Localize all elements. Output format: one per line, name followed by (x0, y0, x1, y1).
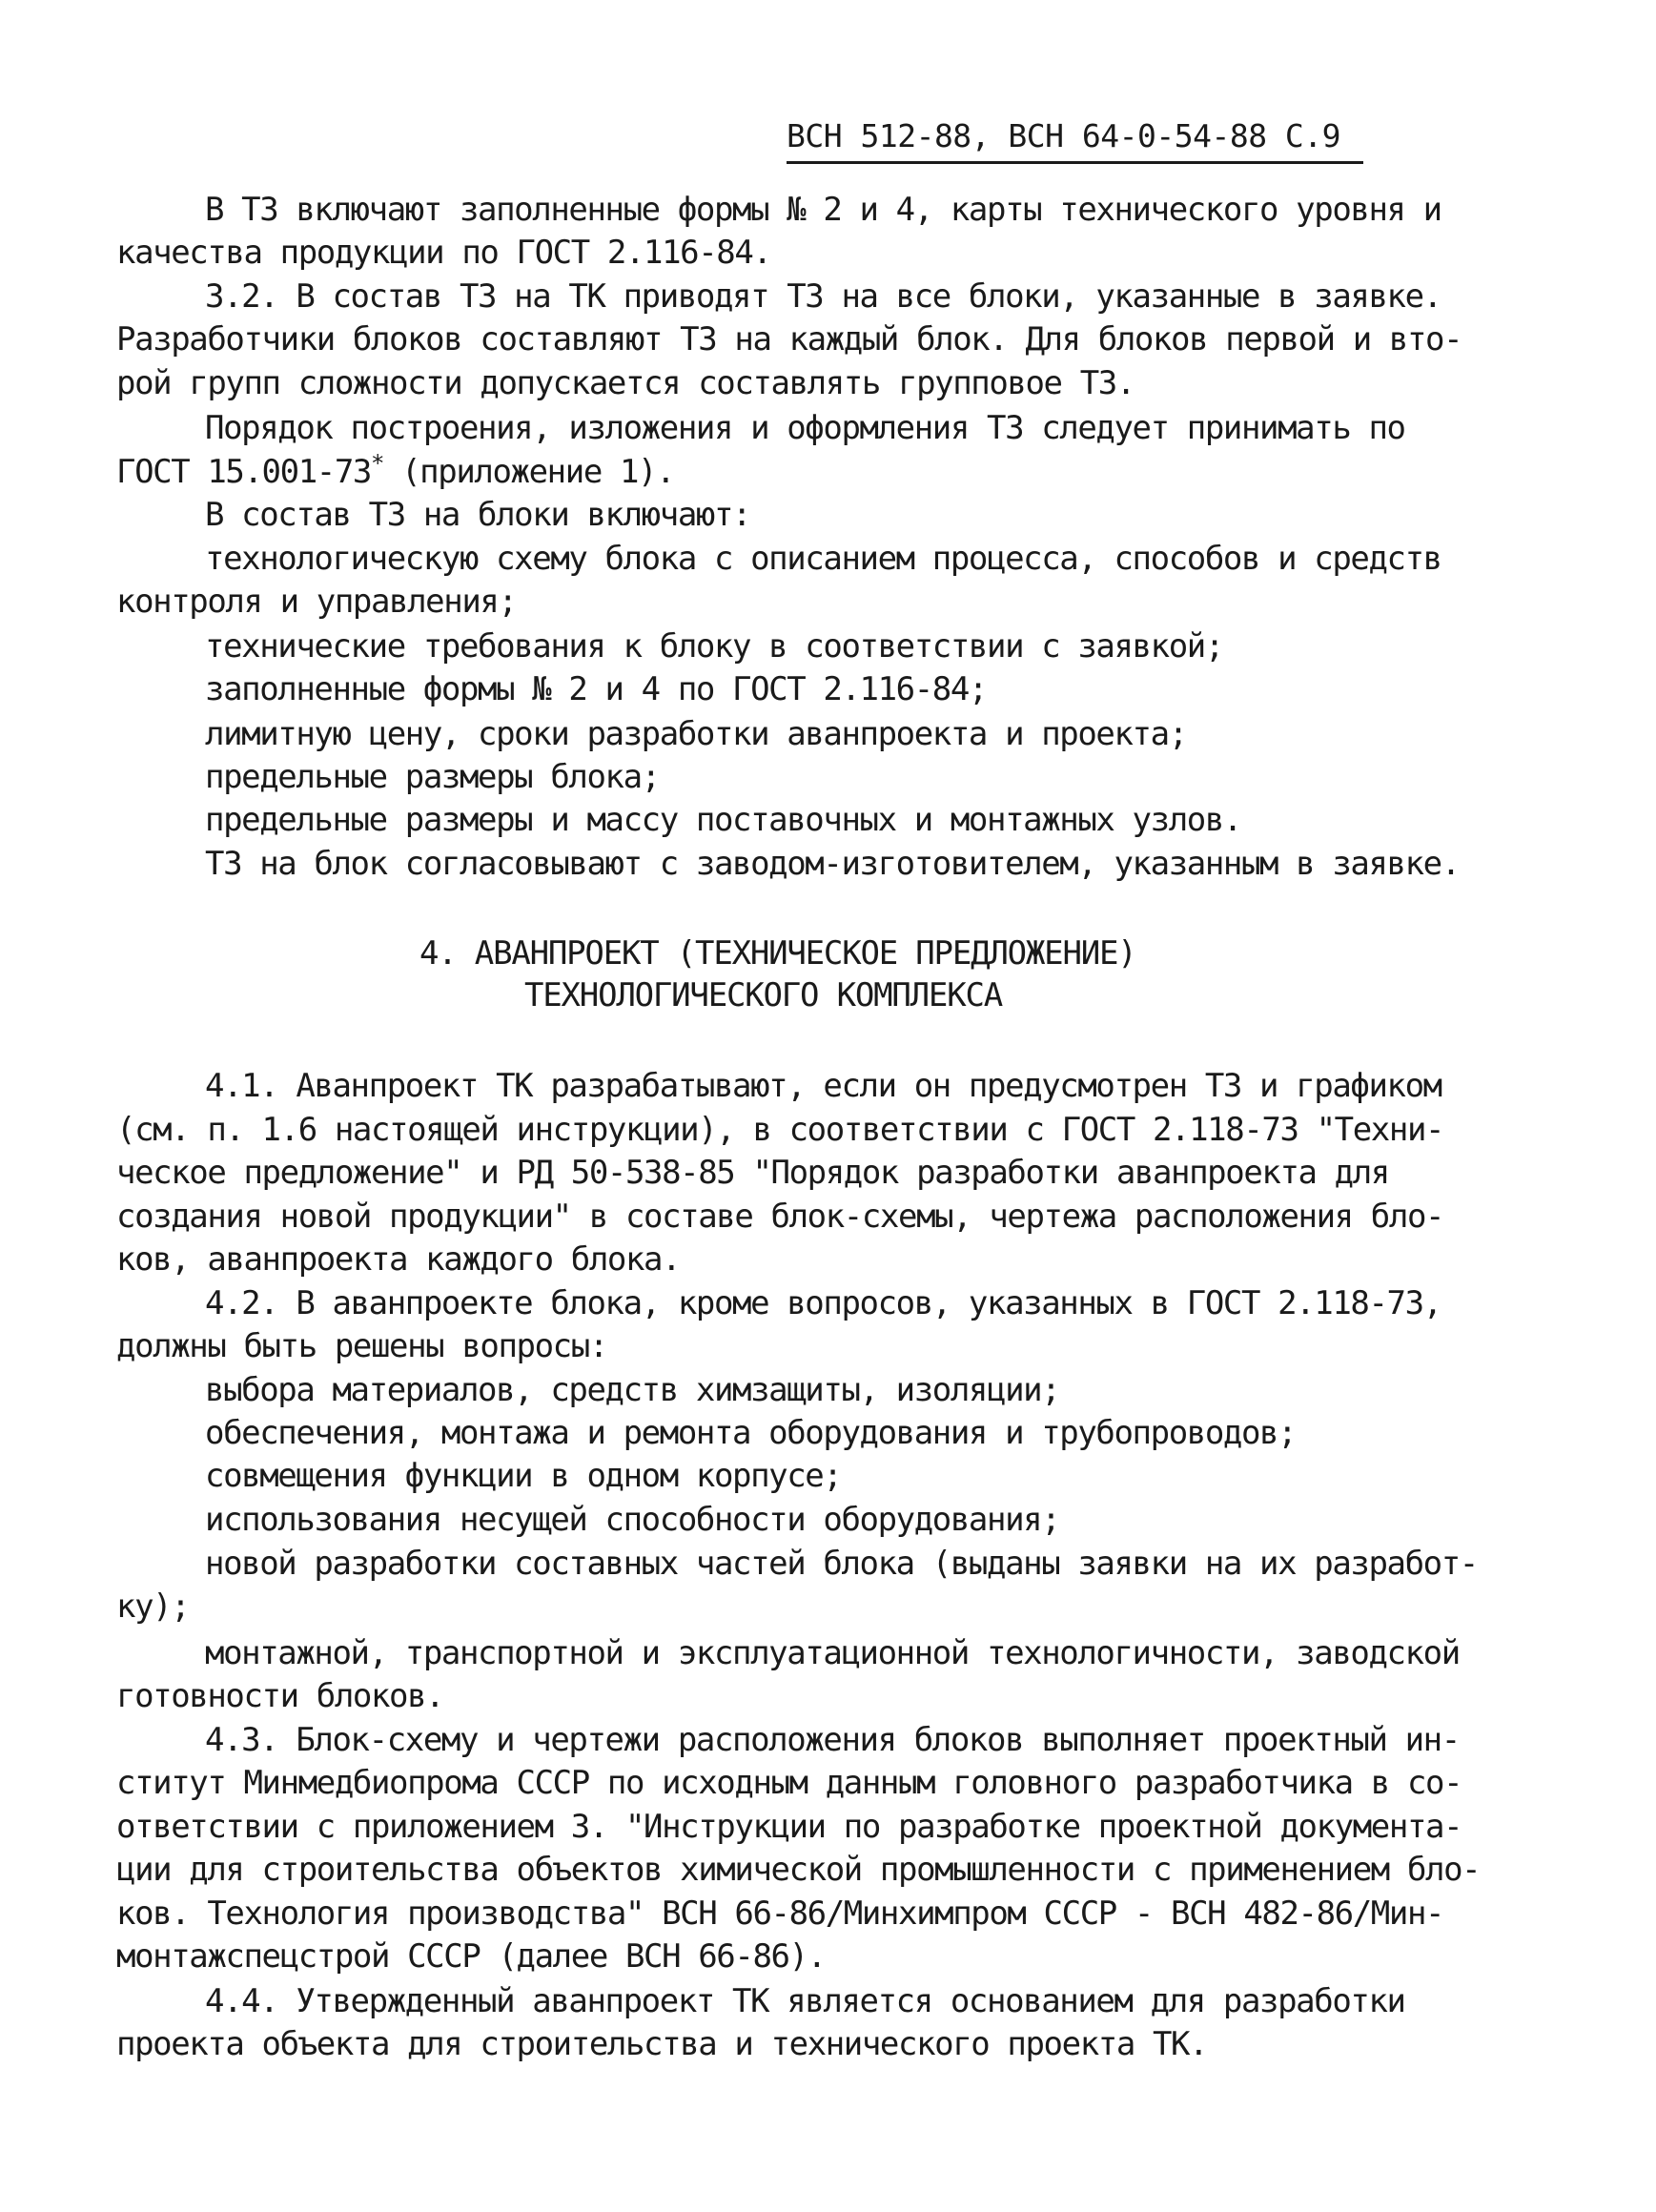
text-line: ков. Технология производства" ВСН 66-86/Минхимпром СССР - ВСН 482-86/Мин- (116, 1895, 1444, 1933)
text-line: рой групп сложности допускается составлять групповое ТЗ. (116, 364, 1135, 402)
text-line: новой разработки составных частей блока (выданы заявки на их разработ- (205, 1545, 1478, 1583)
text-line: ститут Минмедбиопрома СССР по исходным данным головного разработчика в со- (116, 1764, 1462, 1802)
text-line: совмещения функции в одном корпусе; (205, 1457, 842, 1495)
text-line: Порядок построения, изложения и оформления ТЗ следует принимать по (205, 409, 1405, 447)
running-head: ВСН 512-88, ВСН 64-0-54-88 С.9 (787, 114, 1363, 164)
text-line: монтажспецстрой СССР (далее ВСН 66-86). (116, 1937, 826, 1976)
text-line: В ТЗ включают заполненные формы № 2 и 4, карты технического уровня и (205, 191, 1441, 229)
section-title: ТЕХНОЛОГИЧЕСКОГО КОМПЛЕКСА (524, 976, 1003, 1014)
text-line: ческое предложение" и РД 50-538-85 "Порядок разработки аванпроекта для (116, 1154, 1389, 1192)
text-line: лимитную цену, сроки разработки аванпроекта и проекта; (205, 715, 1187, 753)
text-line: ков, аванпроекта каждого блока. (116, 1240, 681, 1279)
text-line: ку); (116, 1587, 190, 1626)
text-line: обеспечения, монтажа и ремонта оборудования и трубопроводов; (205, 1414, 1297, 1452)
text-line: В состав ТЗ на блоки включают: (205, 496, 751, 534)
text-line: проекта объекта для строительства и технического проекта ТК. (116, 2025, 1208, 2063)
appendix-reference: (приложение 1). (383, 453, 675, 491)
gost-reference: ГОСТ 15.001-73 (116, 453, 371, 491)
text-line: технические требования к блоку в соответствии с заявкой; (205, 627, 1223, 666)
text-line: ответствии с приложением 3. "Инструкции по разработке проектной документа- (116, 1808, 1462, 1846)
section-title: 4. АВАНПРОЕКТ (ТЕХНИЧЕСКОЕ ПРЕДЛОЖЕНИЕ) (419, 934, 1136, 973)
text-line: Разработчики блоков составляют ТЗ на каждый блок. Для блоков первой и вто- (116, 320, 1462, 358)
text-line: предельные размеры блока; (205, 758, 660, 796)
text-line: использования несущей способности оборудования; (205, 1501, 1060, 1539)
text-line: ции для строительства объектов химической промышленности с применением бло- (116, 1851, 1481, 1889)
text-line: 4.3. Блок-схему и чертежи расположения блоков выполняет проектный ин- (205, 1721, 1460, 1759)
text-line: создания новой продукции" в составе блок-схемы, чертежа расположения бло- (116, 1198, 1444, 1236)
text-line: (см. п. 1.6 настоящей инструкции), в соответствии с ГОСТ 2.118-73 "Техни- (116, 1111, 1444, 1149)
text-line: готовности блоков. (116, 1677, 444, 1715)
text-line (116, 451, 674, 494)
text-line: качества продукции по ГОСТ 2.116-84. (116, 234, 771, 272)
footnote-mark: * (370, 450, 384, 477)
text-line: ТЗ на блок согласовывают с заводом-изготовителем, указанным в заявке. (205, 845, 1460, 883)
text-line: контроля и управления; (116, 583, 517, 621)
text-line: выбора материалов, средств химзащиты, изоляции; (205, 1371, 1060, 1409)
text-line: заполненные формы № 2 и 4 по ГОСТ 2.116-84; (205, 670, 987, 708)
text-line: 4.2. В аванпроекте блока, кроме вопросов, указанных в ГОСТ 2.118-73, (205, 1284, 1441, 1322)
text-line: предельные размеры и массу поставочных и монтажных узлов. (205, 801, 1241, 839)
text-line: монтажной, транспортной и эксплуатационной технологичности, заводской (205, 1634, 1460, 1672)
text-line: 4.1. Аванпроект ТК разрабатывают, если он предусмотрен ТЗ и графиком (205, 1067, 1441, 1105)
text-line: 4.4. Утвержденный аванпроект ТК является основанием для разработки (205, 1982, 1405, 2020)
text-line: должны быть решены вопросы: (116, 1327, 607, 1365)
text-line: 3.2. В состав ТЗ на ТК приводят ТЗ на все блоки, указанные в заявке. (205, 277, 1441, 316)
text-line: технологическую схему блока с описанием процесса, способов и средств (205, 540, 1441, 578)
